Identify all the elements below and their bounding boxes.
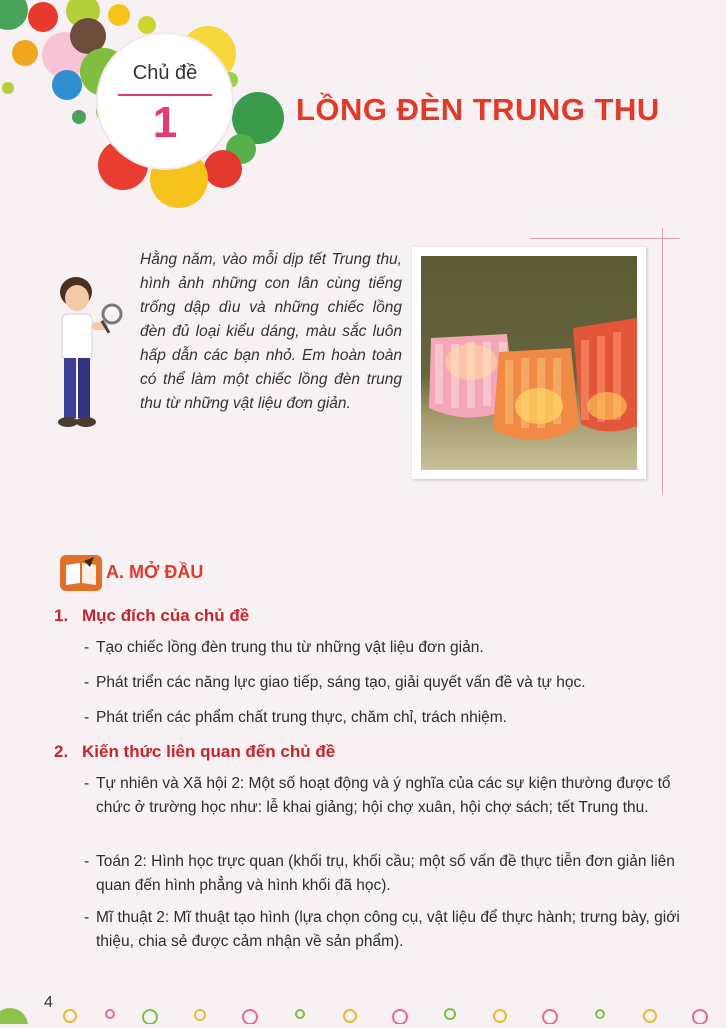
bullet-dash: - xyxy=(84,709,90,726)
bullet-dash: - xyxy=(84,674,90,691)
purpose-item xyxy=(84,706,684,730)
page-number: 4 xyxy=(44,994,53,1011)
decorative-footer-band xyxy=(0,1004,726,1024)
chapter-label: Chủ đề xyxy=(132,62,198,84)
bullet-dash: - xyxy=(84,639,90,656)
boy-with-magnifier-illustration xyxy=(48,270,124,440)
badge-divider xyxy=(118,94,212,96)
section-title: A. MỞ ĐẦU xyxy=(106,562,204,582)
purpose-item xyxy=(84,636,684,660)
knowledge-item-text: Tự nhiên và Xã hội 2: Một số hoạt động và ý nghĩa của các sự kiện thường được tổ chức ở trường học như: lễ khai giảng; hội chợ xuân, hội chợ sách; tết Trung thu. xyxy=(96,775,671,816)
purpose-item-text: Phát triển các phẩm chất trung thực, chăm chỉ, trách nhiệm. xyxy=(96,709,507,726)
heading-number: 1. xyxy=(54,606,69,625)
chapter-number: 1 xyxy=(152,98,178,147)
heading-knowledge xyxy=(54,742,335,762)
heading-text: Mục đích của chủ đề xyxy=(82,606,250,625)
chapter-title: LỒNG ĐÈN TRUNG THU xyxy=(296,92,660,127)
purpose-item-text: Phát triển các năng lực giao tiếp, sáng tạo, giải quyết vấn đề và tự học. xyxy=(96,674,586,691)
heading-purpose xyxy=(54,606,249,626)
purpose-item xyxy=(84,671,684,695)
heading-text: Kiến thức liên quan đến chủ đề xyxy=(82,742,336,761)
book-icon xyxy=(60,555,102,591)
intro-paragraph: Hằng năm, vào mỗi dịp tết Trung thu, hình ảnh những con lân cùng tiếng trống dập dìu và những chiếc lồng đèn đủ loại kiểu dáng, màu sắc luôn hấp dẫn các bạn nhỏ. Em hoàn toàn có thể làm một chiếc lồng đèn trung thu từ những vật liệu đơn giản. xyxy=(140,251,402,412)
decorative-line xyxy=(662,228,663,494)
bullet-dash: - xyxy=(84,775,90,792)
decorative-line xyxy=(530,238,680,239)
knowledge-item-text: Mĩ thuật 2: Mĩ thuật tạo hình (lựa chọn công cụ, vật liệu để thực hành; trưng bày, giới thiệu, chia sẻ được cảm nhận về sản phẩm). xyxy=(96,909,680,950)
lantern-photo-frame xyxy=(412,247,646,479)
knowledge-item xyxy=(84,850,684,898)
bullet-dash: - xyxy=(84,909,90,926)
bullet-dash: - xyxy=(84,853,90,870)
heading-number: 2. xyxy=(54,742,69,761)
knowledge-item xyxy=(84,772,684,820)
chapter-badge xyxy=(98,34,232,168)
paper-lanterns-photo xyxy=(421,256,637,470)
knowledge-item-text: Toán 2: Hình học trực quan (khối trụ, khối cầu; một số vấn đề thực tiễn đơn giản liên quan đến hình phẳng và hình khối đã học). xyxy=(96,853,675,894)
purpose-item-text: Tạo chiếc lồng đèn trung thu từ những vật liệu đơn giản. xyxy=(96,639,484,656)
knowledge-item xyxy=(84,906,684,954)
